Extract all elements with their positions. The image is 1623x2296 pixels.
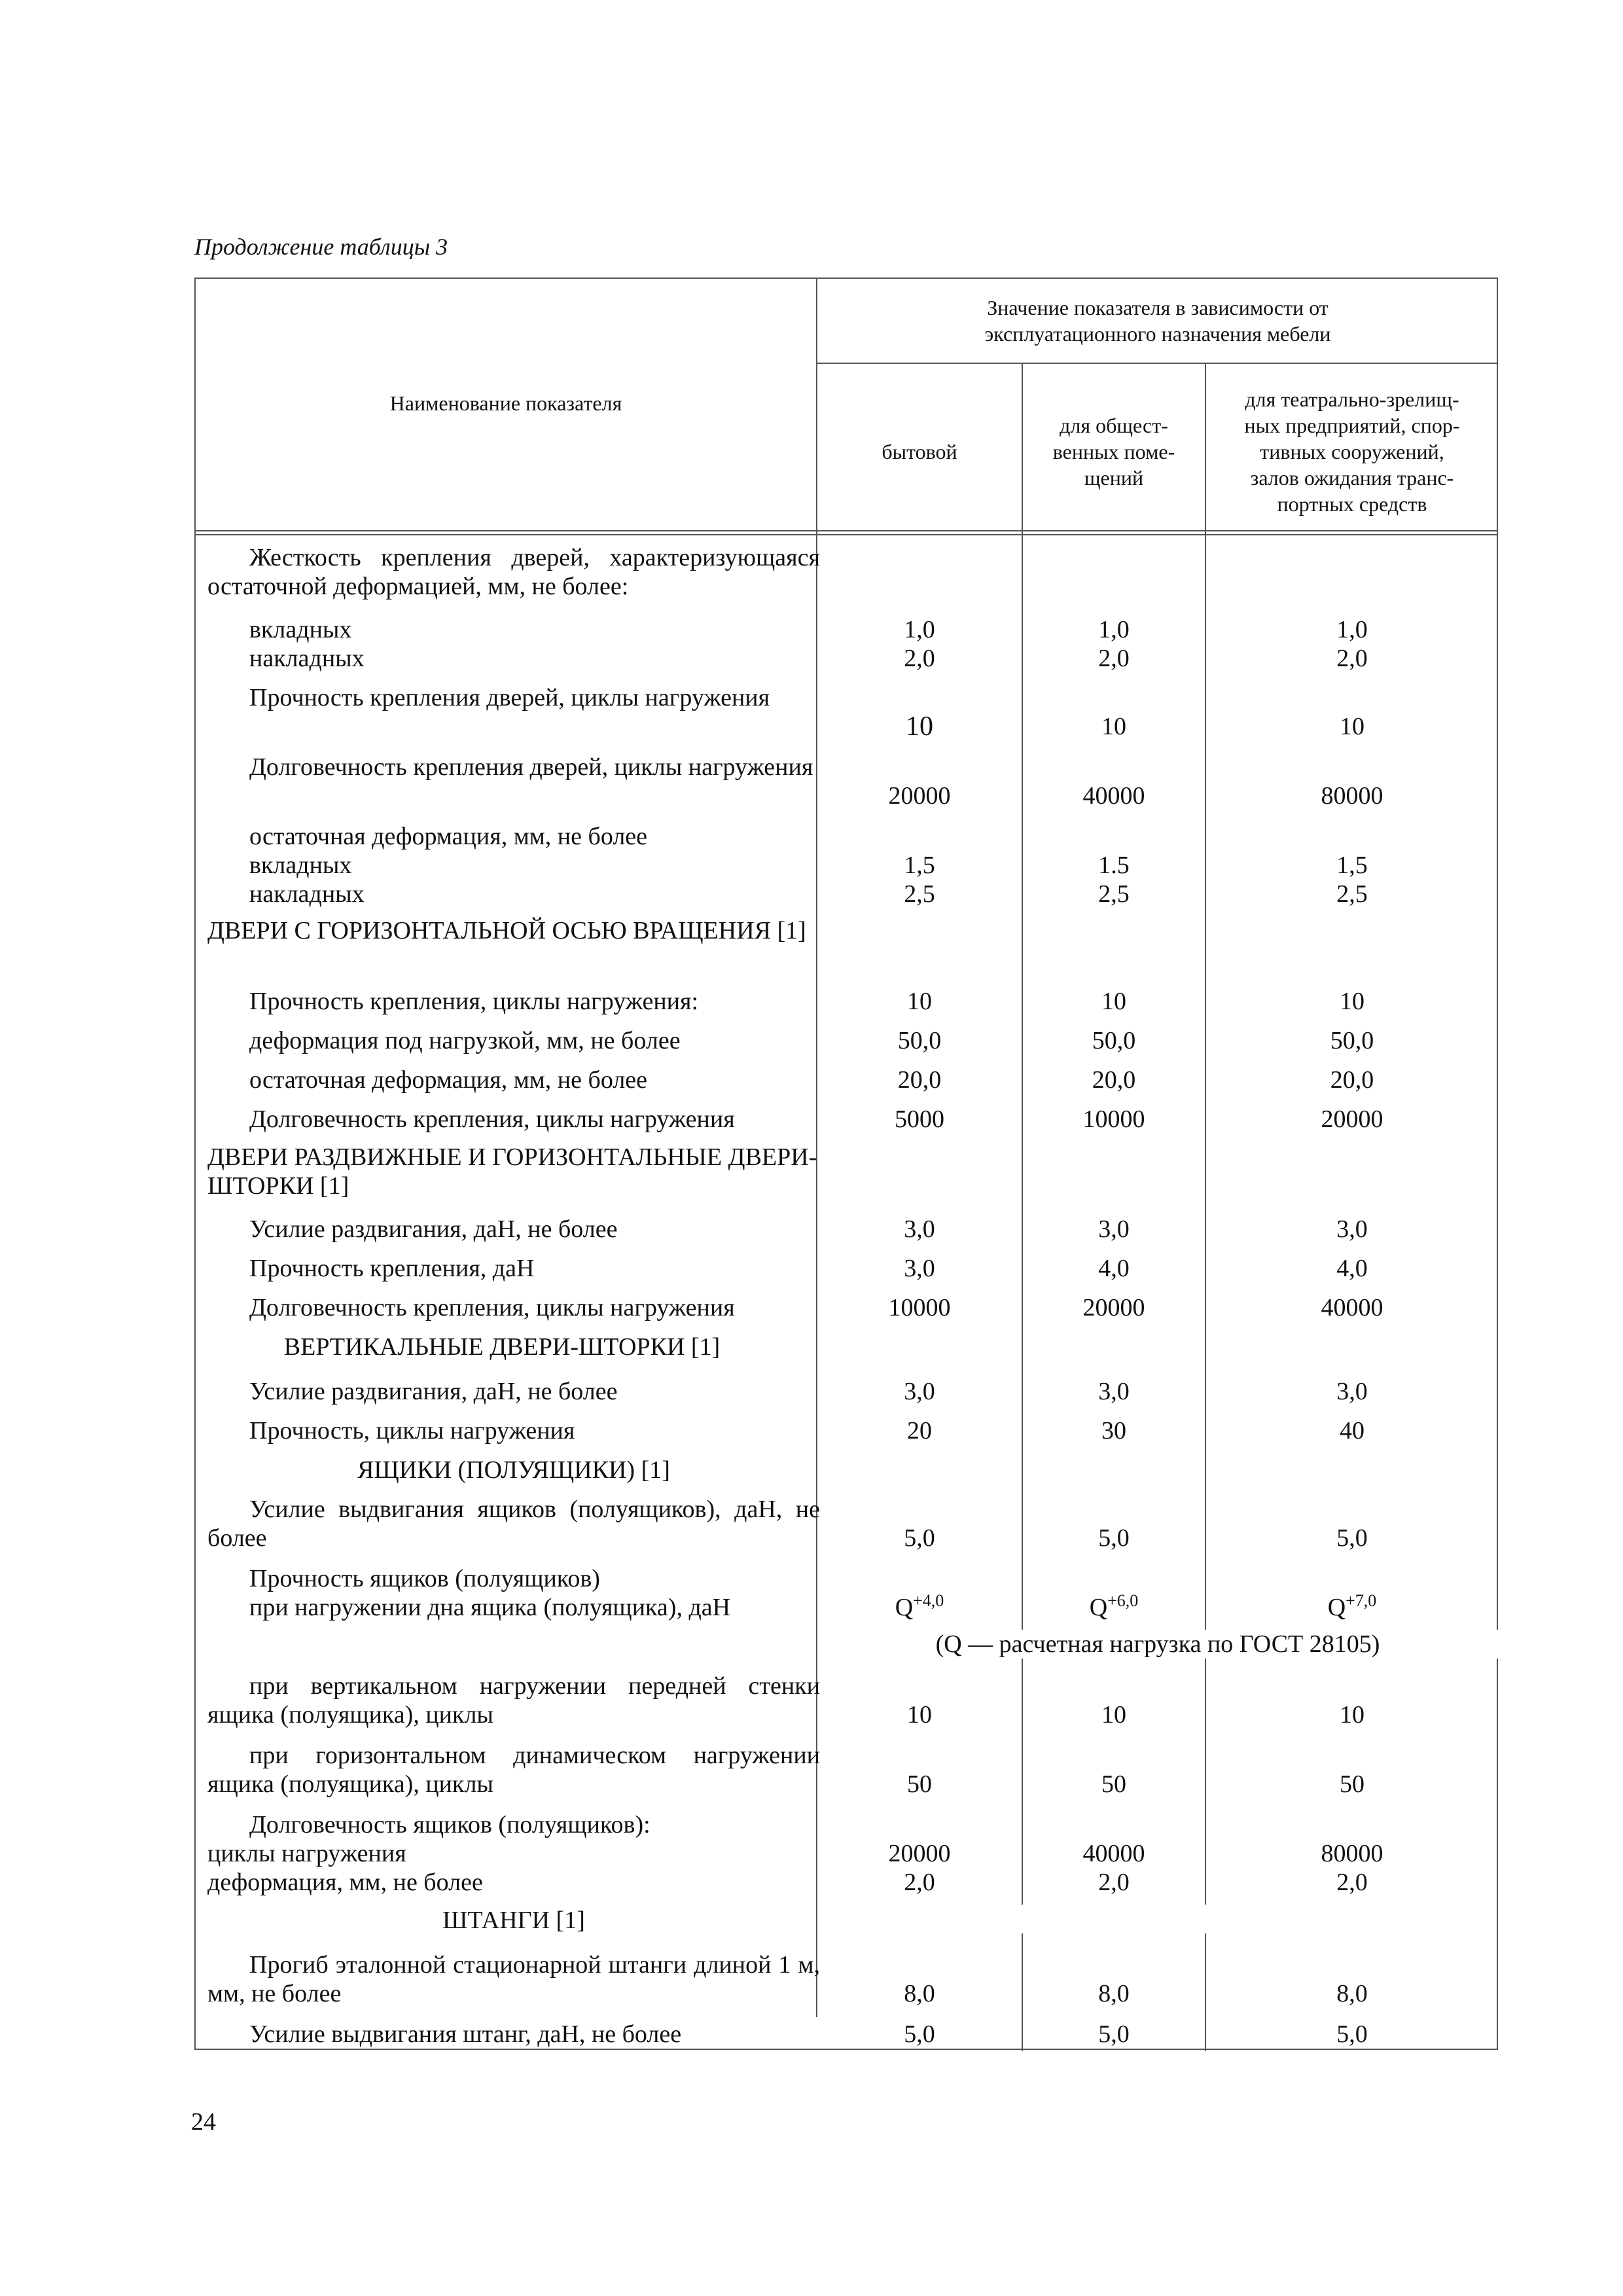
page-number: 24	[191, 2108, 216, 2136]
requirements-table	[194, 278, 1498, 2050]
value-cell: 3,0	[1098, 1215, 1130, 1243]
value-cell: 5,0	[1336, 2020, 1368, 2048]
value-cell: 5,0	[904, 2020, 935, 2048]
header-group: Значение показателя в зависимости от эксплуатационного назначения мебели	[984, 296, 1331, 346]
row-name: вкладных	[249, 616, 352, 643]
value-cell: 2,5	[1098, 880, 1130, 908]
section-heading: ДВЕРИ С ГОРИЗОНТАЛЬНОЙ ОСЬЮ ВРАЩЕНИЯ [1]	[207, 917, 806, 944]
row-name: Прочность крепления дверей, циклы нагружения	[249, 684, 770, 711]
row-name: Усилие выдвигания ящиков (полуящиков), даН, не более	[207, 1496, 820, 1552]
value-cell: 1,0	[1098, 616, 1130, 643]
value-cell: 20	[907, 1417, 932, 1444]
value-cell: 3,0	[1336, 1378, 1368, 1405]
value-cell: 10	[907, 1701, 932, 1729]
value-cell: 3,0	[1336, 1215, 1368, 1243]
value-cell: 50	[1101, 1770, 1126, 1798]
row-name: Долговечность крепления, циклы нагружения	[249, 1105, 735, 1133]
value-cell: 2,5	[904, 880, 935, 908]
row-name: Прочность крепления, даН	[249, 1255, 535, 1282]
row-name: Прочность, циклы нагружения	[249, 1417, 575, 1444]
value-cell: 2,0	[1336, 1869, 1368, 1896]
value-cell: 2,5	[1336, 880, 1368, 908]
value-cell: 20,0	[897, 1066, 942, 1094]
value-cell: 10	[1101, 1701, 1126, 1729]
value-cell: 40	[1340, 1417, 1364, 1444]
value-cell	[1206, 1593, 1498, 1622]
row-name: Прогиб эталонной стационарной штанги длиной 1 м, мм, не более	[207, 1951, 820, 2007]
value-cell: 1.5	[1098, 852, 1130, 879]
value-cell: 10	[1101, 988, 1126, 1015]
row-name: остаточная деформация, мм, не более	[249, 823, 648, 850]
value-cell: 20000	[1321, 1105, 1383, 1133]
value-cell: 5,0	[1336, 1524, 1368, 1552]
header-name-col: Наименование показателя	[389, 391, 622, 415]
value-cell: 20000	[888, 1840, 951, 1867]
q-note: (Q — расчетная нагрузка по ГОСТ 28105)	[817, 1630, 1498, 1659]
q-symbol: Q	[1089, 1594, 1108, 1621]
header-bottom-line-2	[196, 534, 1498, 535]
value-cell: 1,0	[1336, 616, 1368, 643]
value-cell: 4,0	[1336, 1255, 1368, 1282]
value-cell: 80000	[1321, 782, 1383, 810]
value-cell: 40000	[1082, 1840, 1145, 1867]
row-name: Долговечность ящиков (полуящиков):	[249, 1811, 651, 1839]
value-cell: 5,0	[1098, 2020, 1130, 2048]
row-name: Долговечность крепления, циклы нагружения	[249, 1294, 735, 1321]
value-cell: 2,0	[904, 645, 935, 672]
value-cell: 3,0	[1098, 1378, 1130, 1405]
value-cell: 10000	[888, 1294, 951, 1321]
value-cell: 20,0	[1330, 1066, 1374, 1094]
value-cell: 2,0	[1098, 645, 1130, 672]
value-cell: 20000	[1082, 1294, 1145, 1321]
row-name: Прочность ящиков (полуящиков)	[249, 1565, 600, 1592]
value-cell: 5,0	[904, 1524, 935, 1552]
row-name: Усилие раздвигания, даН, не более	[249, 1378, 618, 1405]
row-name: при вертикальном нагружении передней стенки ящика (полуящика), циклы	[207, 1672, 820, 1729]
value-cell: 10000	[1082, 1105, 1145, 1133]
section-heading: ЯЩИКИ (ПОЛУЯЩИКИ) [1]	[357, 1456, 670, 1484]
value-cell: 50,0	[1330, 1027, 1374, 1054]
row-name: при горизонтальном динамическом нагружении ящика (полуящика), циклы	[207, 1742, 820, 1798]
q-symbol: Q	[895, 1594, 914, 1621]
q-tolerance: +6,0	[1107, 1591, 1139, 1610]
value-cell: 50	[907, 1770, 932, 1798]
value-cell: 8,0	[904, 1980, 935, 2007]
value-cell: 8,0	[1098, 1980, 1130, 2007]
row-name: Долговечность крепления дверей, циклы нагружения	[249, 753, 813, 781]
value-cell: 10	[1340, 713, 1364, 740]
table-caption: Продолжение таблицы 3	[194, 234, 448, 260]
col-divider-2	[1022, 363, 1023, 1905]
value-cell	[1023, 1593, 1205, 1622]
value-cell	[817, 1593, 1022, 1622]
row-name: вкладных	[249, 852, 352, 879]
header-col1: бытовой	[882, 440, 957, 463]
row-name: циклы нагружения	[207, 1840, 406, 1867]
header-col2: для общест- венных поме- щений	[1052, 414, 1175, 490]
value-cell: 2,0	[904, 1869, 935, 1896]
section-heading: ВЕРТИКАЛЬНЫЕ ДВЕРИ-ШТОРКИ [1]	[283, 1333, 721, 1361]
value-cell: 2,0	[1098, 1869, 1130, 1896]
value-cell: 10	[1101, 713, 1126, 740]
value-cell: 8,0	[1336, 1980, 1368, 2007]
value-cell: 10	[906, 711, 933, 742]
header-bottom-line	[196, 530, 1498, 531]
value-cell: 2,0	[1336, 645, 1368, 672]
q-symbol: Q	[1327, 1594, 1346, 1621]
section-heading: ДВЕРИ РАЗДВИЖНЫЕ И ГОРИЗОНТАЛЬНЫЕ ДВЕРИ-ШТОРКИ [1]	[207, 1143, 817, 1200]
q-tolerance: +4,0	[913, 1591, 944, 1610]
value-cell: 40000	[1321, 1294, 1383, 1321]
value-cell: 10	[1340, 988, 1364, 1015]
value-cell: 1,0	[904, 616, 935, 643]
value-cell: 20000	[888, 782, 951, 810]
value-cell: 3,0	[904, 1378, 935, 1405]
row-name: Прочность крепления, циклы нагружения:	[249, 988, 699, 1015]
value-cell: 3,0	[904, 1255, 935, 1282]
value-cell: 4,0	[1098, 1255, 1130, 1282]
row-name: при нагружении дна ящика (полуящика), даН	[249, 1594, 731, 1621]
row-name: накладных	[249, 645, 365, 672]
value-cell: 30	[1101, 1417, 1126, 1444]
value-cell: 40000	[1082, 782, 1145, 810]
value-cell: 50,0	[897, 1027, 942, 1054]
header-col3: для театрально-зрелищ- ных предприятий, спор- тивных сооружений, залов ожидания транс- портных средств	[1244, 387, 1460, 516]
row-name: Усилие выдвигания штанг, даН, не более	[249, 2020, 682, 2048]
col-divider-3	[1205, 363, 1206, 1905]
value-cell: 1,5	[1336, 852, 1368, 879]
value-cell: 80000	[1321, 1840, 1383, 1867]
q-tolerance: +7,0	[1346, 1591, 1377, 1610]
row-name: Жесткость крепления дверей, характеризующаяся остаточной деформацией, мм, не более:	[207, 544, 820, 600]
section-heading: ШТАНГИ [1]	[442, 1907, 585, 1934]
value-cell: 3,0	[904, 1215, 935, 1243]
row-name: Усилие раздвигания, даН, не более	[249, 1215, 618, 1243]
value-cell: 10	[1340, 1701, 1364, 1729]
value-cell: 5,0	[1098, 1524, 1130, 1552]
value-cell: 20,0	[1092, 1066, 1136, 1094]
value-cell: 10	[907, 988, 932, 1015]
value-cell: 50,0	[1092, 1027, 1136, 1054]
value-cell: 1,5	[904, 852, 935, 879]
value-cell: 5000	[895, 1105, 944, 1133]
row-name: накладных	[249, 880, 365, 908]
row-name: деформация под нагрузкой, мм, не более	[249, 1027, 681, 1054]
row-name: остаточная деформация, мм, не более	[249, 1066, 648, 1094]
row-name: деформация, мм, не более	[207, 1869, 483, 1896]
header-group-divider	[816, 363, 1498, 364]
value-cell: 50	[1340, 1770, 1364, 1798]
